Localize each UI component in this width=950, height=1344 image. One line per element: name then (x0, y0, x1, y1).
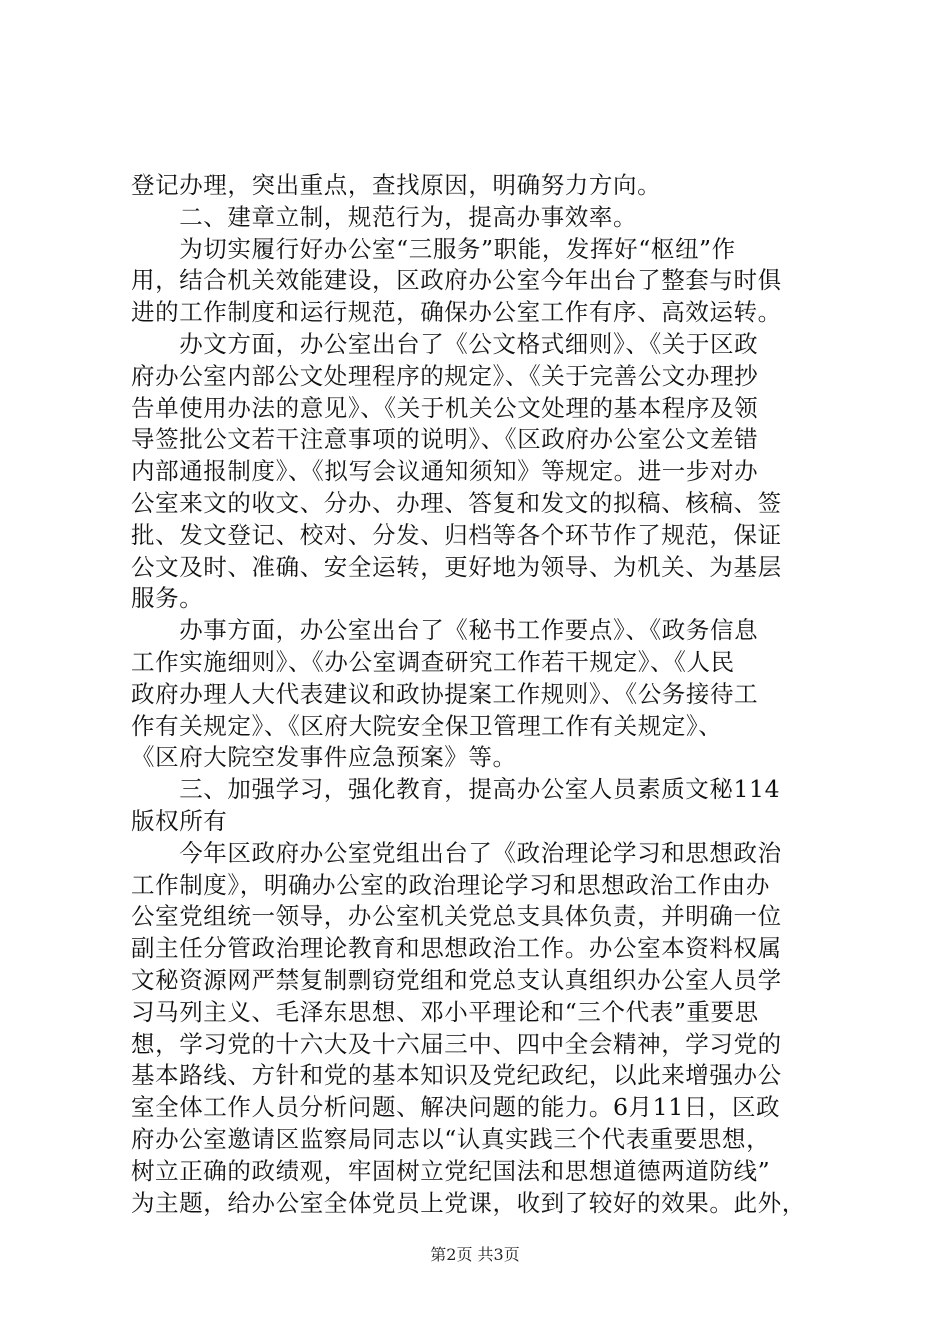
text-line: 今年区政府办公室党组出台了《政治理论学习和思想政治 (131, 838, 782, 867)
text-line: 批、发文登记、校对、分发、归档等各个环节作了规范，保证 (131, 520, 782, 549)
text-line: 工作实施细则》、《办公室调查研究工作若干规定》、《人民 (131, 647, 735, 676)
text-line: 登记办理，突出重点，查找原因，明确努力方向。 (131, 171, 662, 199)
text-line: 内部通报制度》、《拟写会议通知须知》等规定。进一步对办 (131, 457, 759, 486)
text-line: 为主题，给办公室全体党员上党课，收到了较好的效果。此外， (131, 1188, 806, 1217)
text-line: 办文方面，办公室出台了《公文格式细则》、《关于区政 (131, 329, 759, 358)
text-line: 作有关规定》、《区府大院安全保卫管理工作有关规定》、 (131, 711, 723, 740)
text-line: 版权所有 (131, 806, 228, 835)
text-line: 工作制度》，明确办公室的政治理论学习和思想政治工作由办 (131, 870, 770, 899)
text-line: 告单使用办法的意见》、《关于机关公文处理的基本程序及领 (131, 393, 759, 422)
page-footer: 第2页 共3页 (430, 1245, 520, 1264)
text-line: 室全体工作人员分析问题、解决问题的能力。6月11日，区政 (131, 1093, 781, 1122)
text-line: 《区府大院空发事件应急预案》等。 (131, 743, 517, 772)
text-line: 基本路线、方针和党的基本知识及党纪政纪，以此来增强办公 (131, 1061, 782, 1090)
text-line: 为切实履行好办公室“三服务”职能，发挥好“枢纽”作 (131, 234, 736, 263)
text-line: 导签批公文若干注意事项的说明》、《区政府办公室公文差错 (131, 425, 759, 454)
text-line: 文秘资源网严禁复制剽窃党组和党总支认真组织办公室人员学 (131, 965, 782, 994)
text-line: 三、加强学习，强化教育，提高办公室人员素质文秘114 (131, 775, 781, 804)
text-line: 用，结合机关效能建设，区政府办公室今年出台了整套与时俱 (131, 266, 782, 295)
text-line: 公室党组统一领导，办公室机关党总支具体负责，并明确一位 (131, 902, 782, 931)
text-line: 公室来文的收文、分办、办理、答复和发文的拟稿、核稿、签 (131, 488, 782, 517)
text-line: 习马列主义、毛泽东思想、邓小平理论和“三个代表”重要思 (131, 997, 759, 1026)
text-line: 二、建章立制，规范行为，提高办事效率。 (131, 202, 638, 231)
text-line: 想，学习党的十六大及十六届三中、四中全会精神，学习党的 (131, 1029, 782, 1058)
text-line: 公文及时、准确、安全运转，更好地为领导、为机关、为基层 (131, 552, 782, 581)
text-line: 办事方面，办公室出台了《秘书工作要点》、《政务信息 (131, 616, 759, 645)
text-line: 树立正确的政绩观，牢固树立党纪国法和思想道德两道防线” (131, 1156, 771, 1185)
text-line: 副主任分管政治理论教育和思想政治工作。办公室本资料权属 (131, 934, 782, 963)
text-line: 府办公室邀请区监察局同志以“认真实践三个代表重要思想， (131, 1124, 771, 1153)
text-line: 府办公室内部公文处理程序的规定》、《关于完善公文办理抄 (131, 361, 759, 390)
text-line: 进的工作制度和运行规范，确保办公室工作有序、高效运转。 (131, 298, 782, 327)
text-line: 政府办理人大代表建议和政协提案工作规则》、《公务接待工 (131, 679, 759, 708)
document-body (131, 170, 831, 1219)
text-line: 服务。 (131, 584, 204, 613)
